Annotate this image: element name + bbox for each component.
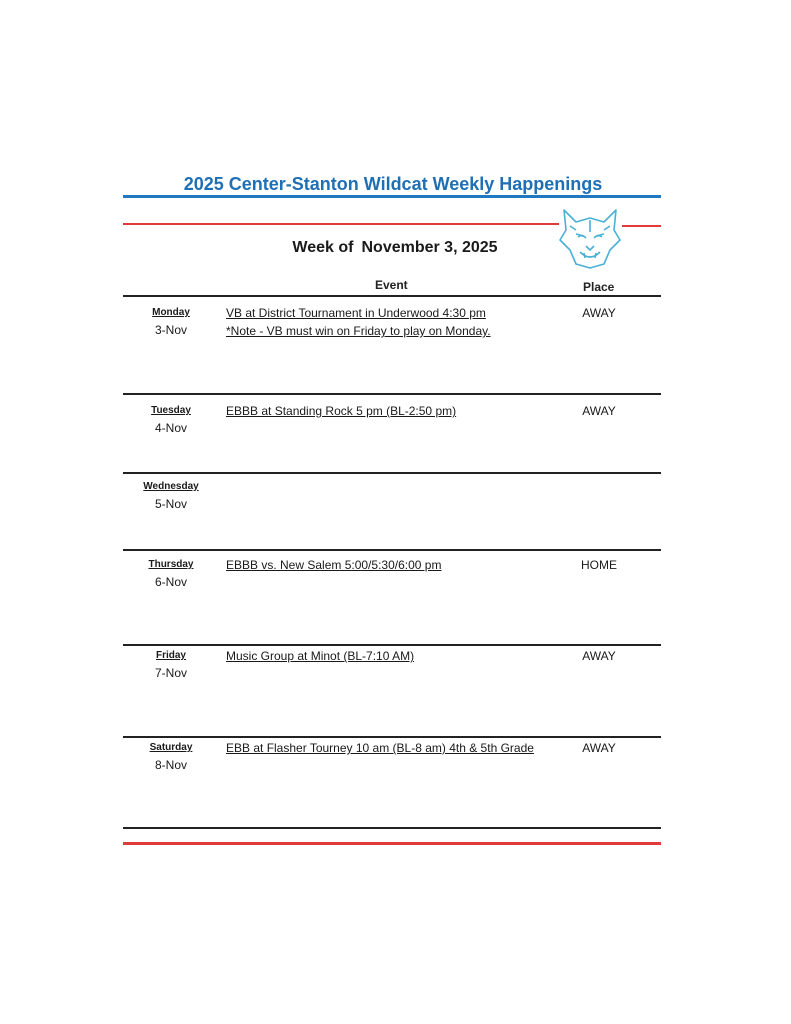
day-name: Monday — [152, 307, 190, 318]
day-cell-thursday — [130, 559, 212, 589]
day-date: 8-Nov — [154, 758, 187, 772]
place-cell-monday: AWAY — [582, 306, 616, 320]
day-date: 4-Nov — [154, 421, 187, 435]
page-title: 2025 Center-Stanton Wildcat Weekly Happenings — [183, 174, 603, 194]
day-cell-monday — [130, 307, 212, 337]
place-cell-tuesday: AWAY — [582, 404, 616, 418]
event-line: Music Group at Minot (BL-7:10 AM) — [226, 649, 415, 663]
day-cell-saturday — [130, 742, 212, 772]
row-divider — [123, 393, 661, 395]
place-cell-saturday: AWAY — [582, 741, 616, 755]
event-cell-tuesday — [226, 402, 456, 420]
day-date: 7-Nov — [154, 666, 187, 680]
day-date: 3-Nov — [154, 323, 187, 337]
event-line: EBBB at Standing Rock 5 pm (BL-2:50 pm) — [226, 404, 457, 418]
event-line: EBB at Flasher Tourney 10 am (BL-8 am) 4th & 5th Grade — [226, 741, 534, 755]
day-cell-friday — [130, 650, 212, 680]
place-column-header: Place — [583, 280, 615, 294]
header-row-divider — [123, 295, 661, 297]
wildcat-logo-icon — [556, 206, 624, 270]
day-cell-wednesday — [130, 481, 212, 511]
day-name: Tuesday — [151, 405, 191, 416]
place-cell-friday: AWAY — [582, 649, 616, 663]
week-prefix: Week of — [292, 239, 354, 256]
day-name: Friday — [155, 650, 186, 661]
row-divider — [123, 472, 661, 474]
week-heading — [230, 239, 560, 257]
day-cell-tuesday — [130, 405, 212, 435]
day-name: Saturday — [149, 742, 193, 753]
title-underline-blue — [123, 195, 661, 198]
row-divider — [123, 736, 661, 738]
header-divider-red-right — [622, 225, 661, 227]
day-name: Wednesday — [143, 481, 199, 492]
event-cell-monday — [226, 304, 491, 340]
place-cell-thursday: HOME — [581, 558, 617, 572]
event-cell-thursday — [226, 556, 441, 574]
event-cell-saturday — [226, 739, 534, 757]
event-column-header: Event — [375, 278, 408, 292]
row-divider — [123, 644, 661, 646]
event-line: EBBB vs. New Salem 5:00/5:30/6:00 pm — [226, 558, 442, 572]
event-line: VB at District Tournament in Underwood 4:30 pm — [226, 306, 486, 320]
event-note: *Note - VB must win on Friday to play on Monday. — [226, 324, 491, 338]
event-cell-friday — [226, 647, 414, 665]
day-name: Thursday — [148, 559, 194, 570]
day-date: 6-Nov — [154, 575, 187, 589]
row-divider — [123, 549, 661, 551]
footer-divider-red — [123, 842, 661, 845]
day-date: 5-Nov — [154, 497, 187, 511]
week-date: November 3, 2025 — [361, 239, 498, 256]
header-divider-red — [123, 223, 559, 225]
table-bottom-divider — [123, 827, 661, 829]
